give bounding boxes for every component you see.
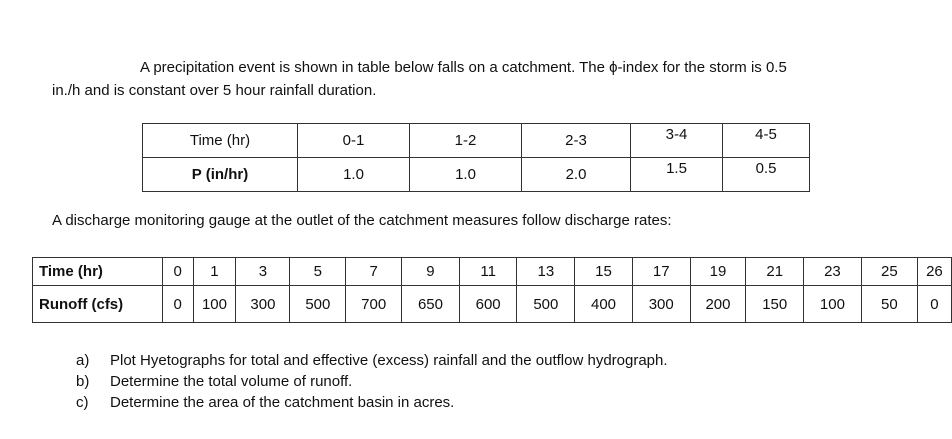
discharge-time-row [33,258,952,286]
precip-interval-cell: 3-4 [631,124,723,158]
precip-interval-cell: 1-2 [410,124,522,158]
precip-value-row [143,158,810,192]
question-item [76,350,668,371]
discharge-time-cell: 26 [917,258,951,286]
discharge-runoff-row [33,286,952,323]
discharge-runoff-cell: 500 [290,286,346,323]
discharge-time-cell: 5 [290,258,346,286]
discharge-runoff-cell: 700 [346,286,402,323]
discharge-time-cell: 9 [402,258,460,286]
discharge-runoff-cell: 400 [575,286,633,323]
discharge-runoff-cell: 500 [517,286,575,323]
precip-p-label: P (in/hr) [143,158,298,192]
discharge-table [32,257,952,323]
discharge-runoff-cell: 600 [459,286,517,323]
discharge-time-cell: 0 [162,258,193,286]
problem-intro [52,56,912,102]
discharge-runoff-cell: 300 [236,286,290,323]
discharge-runoff-cell: 0 [917,286,951,323]
precip-value-cell: 2.0 [522,158,631,192]
precip-interval-cell: 4-5 [723,124,810,158]
discharge-time-label: Time (hr) [33,258,163,286]
question-list [76,350,668,413]
discharge-time-cell: 11 [459,258,517,286]
question-text: Plot Hyetographs for total and effective (excess) rainfall and the outflow hydrograph. [110,352,668,369]
discharge-time-cell: 25 [861,258,917,286]
intro-line-1: A precipitation event is shown in table below falls on a catchment. The ϕ-index for the storm is 0.5 [140,59,787,76]
precip-interval-cell: 2-3 [522,124,631,158]
question-text: Determine the area of the catchment basin in acres. [110,394,455,411]
discharge-time-cell: 13 [517,258,575,286]
precip-time-label: Time (hr) [143,124,298,158]
discharge-runoff-cell: 0 [162,286,193,323]
question-letter: b) [76,373,90,390]
discharge-runoff-cell: 50 [861,286,917,323]
discharge-runoff-cell: 300 [632,286,690,323]
discharge-time-cell: 17 [632,258,690,286]
discharge-runoff-cell: 100 [193,286,236,323]
precip-value-cell: 1.0 [298,158,410,192]
discharge-runoff-cell: 100 [804,286,862,323]
discharge-intro: A discharge monitoring gauge at the outlet of the catchment measures follow discharge rates: [52,212,672,229]
discharge-runoff-label: Runoff (cfs) [33,286,163,323]
precipitation-table [142,123,810,192]
precip-value-cell: 0.5 [723,158,810,192]
precip-interval-cell: 0-1 [298,124,410,158]
precip-value-cell: 1.5 [631,158,723,192]
discharge-time-cell: 3 [236,258,290,286]
intro-line-2: in./h and is constant over 5 hour rainfall duration. [52,82,377,99]
question-item [76,392,668,413]
question-letter: a) [76,352,90,369]
discharge-runoff-cell: 200 [690,286,746,323]
discharge-time-cell: 19 [690,258,746,286]
precip-time-row [143,124,810,158]
discharge-runoff-cell: 650 [402,286,460,323]
discharge-runoff-cell: 150 [746,286,804,323]
discharge-time-cell: 15 [575,258,633,286]
discharge-time-cell: 7 [346,258,402,286]
question-letter: c) [76,394,89,411]
discharge-time-cell: 21 [746,258,804,286]
question-item [76,371,668,392]
discharge-time-cell: 1 [193,258,236,286]
precip-value-cell: 1.0 [410,158,522,192]
discharge-time-cell: 23 [804,258,862,286]
question-text: Determine the total volume of runoff. [110,373,353,390]
